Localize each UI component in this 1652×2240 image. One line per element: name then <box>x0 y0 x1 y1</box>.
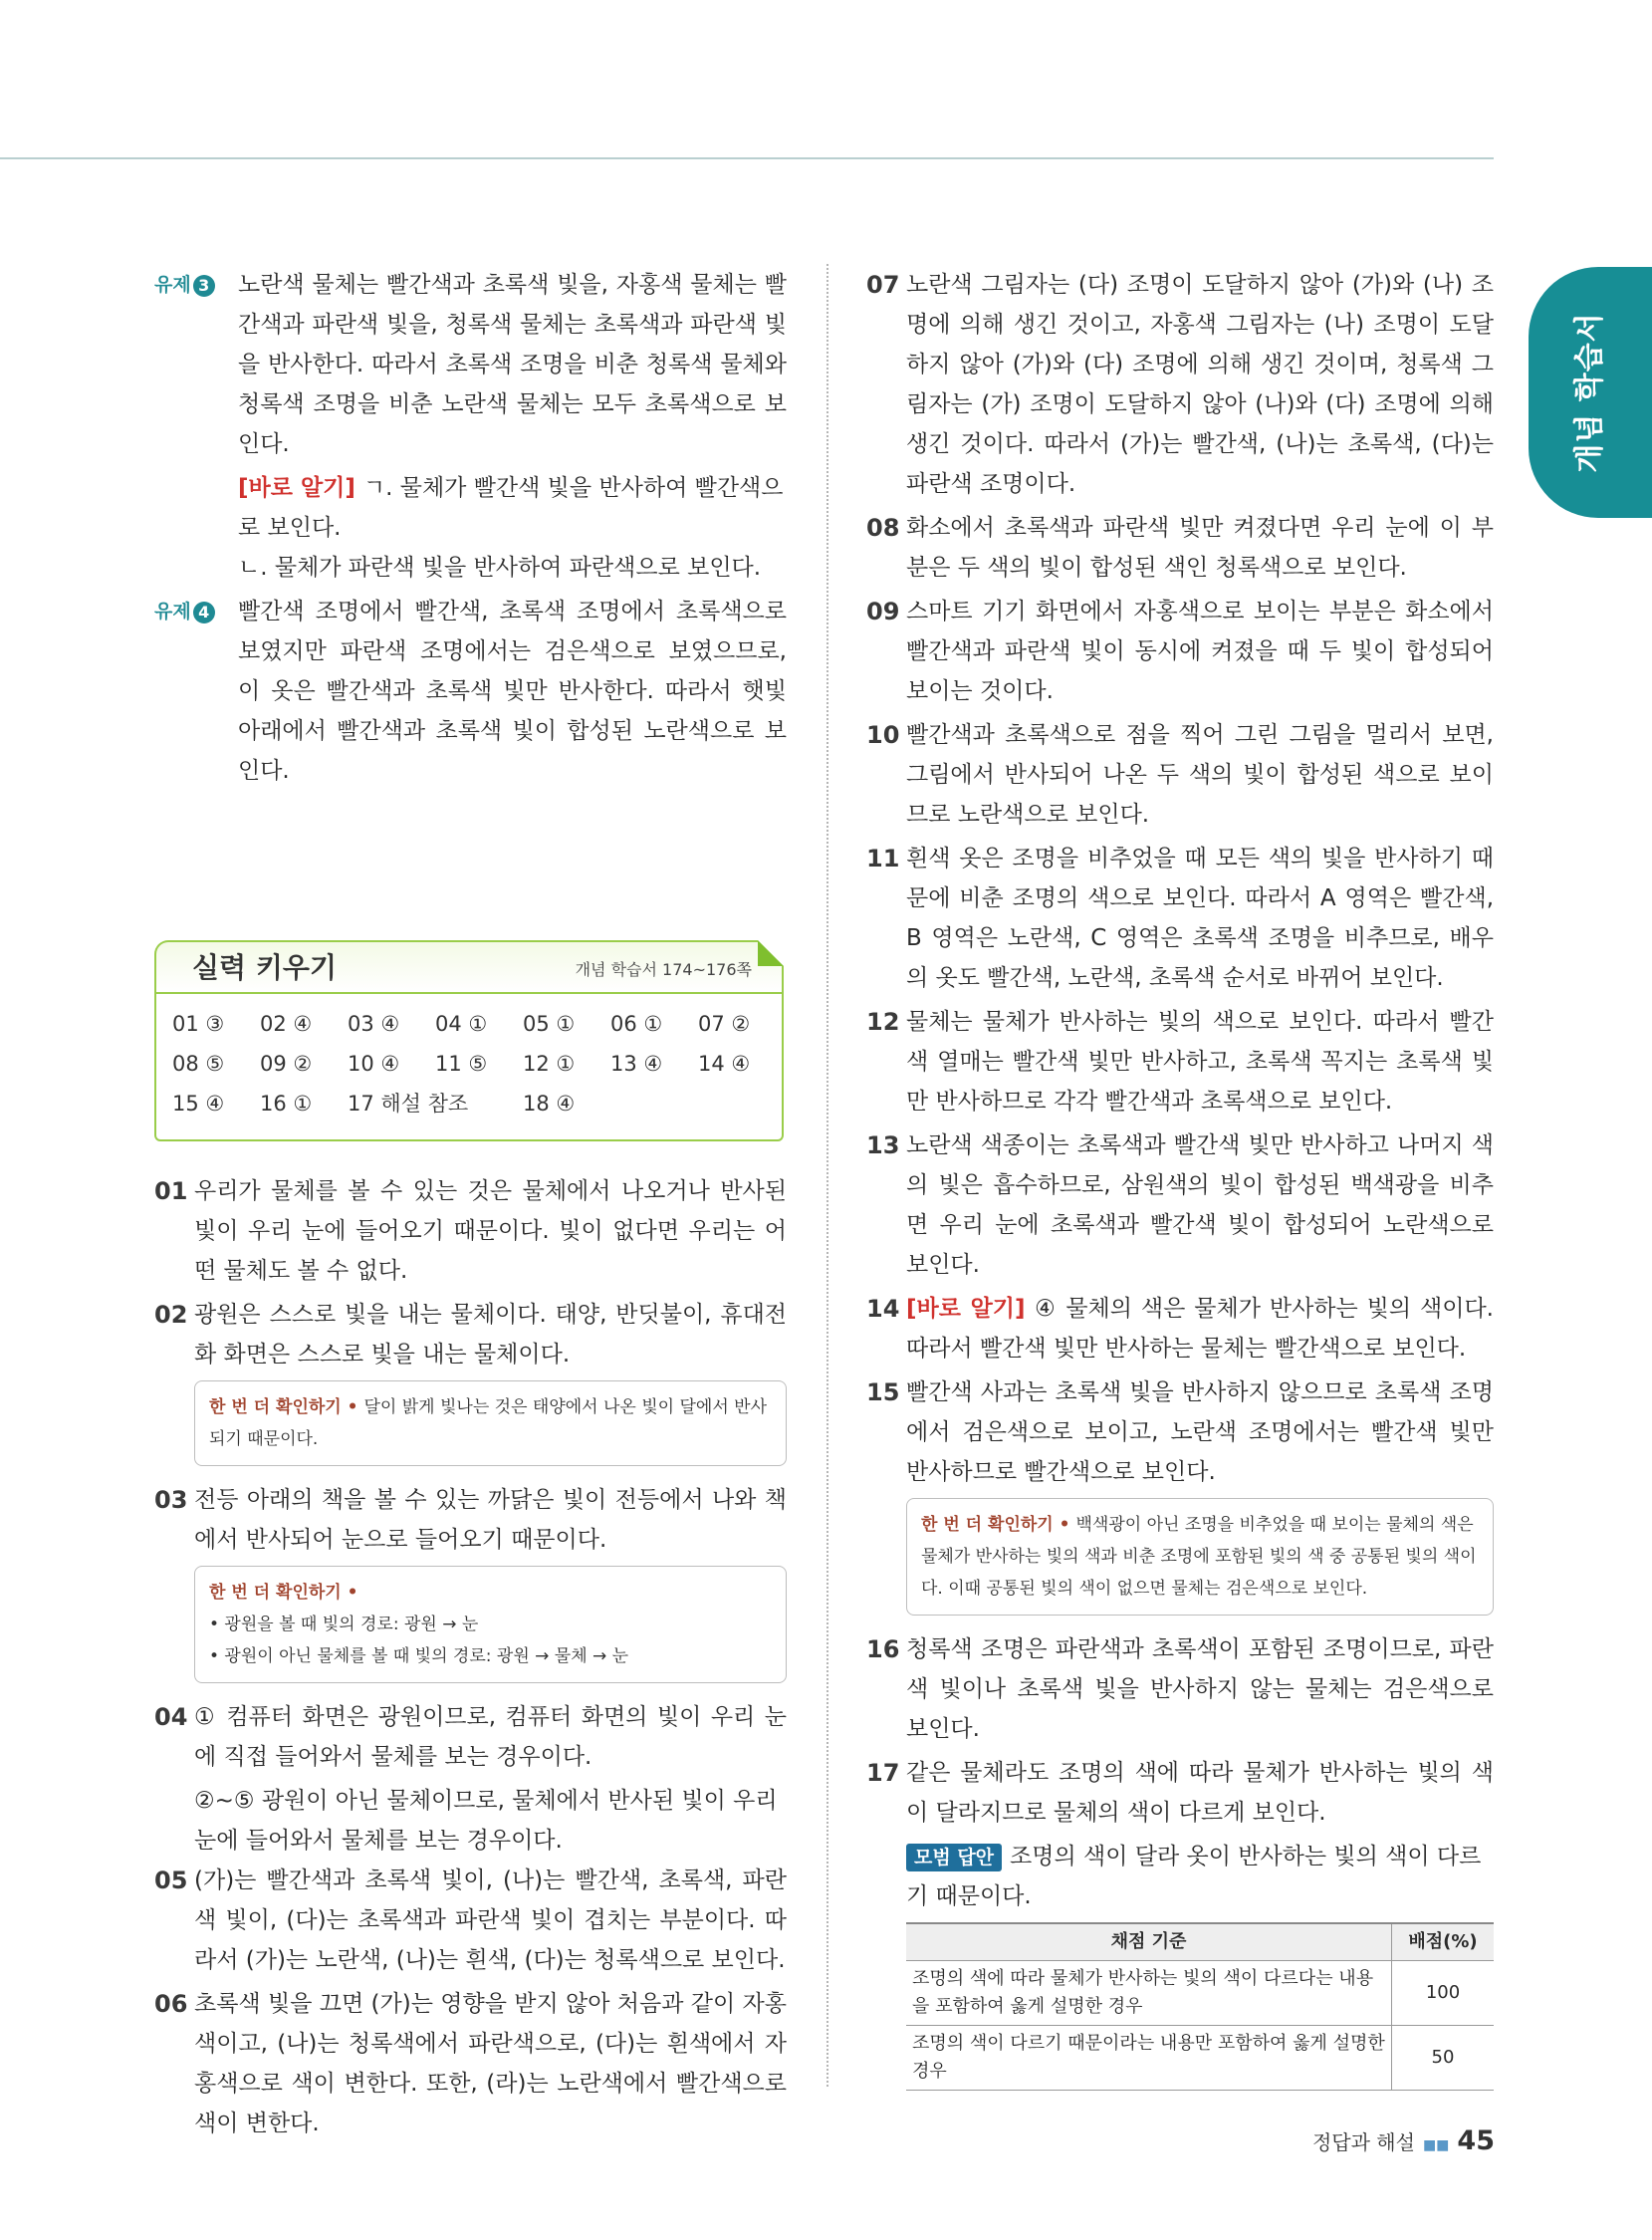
answer-cell: 14 ④ <box>698 1052 751 1076</box>
answer-cell: 08 ⑤ <box>172 1052 225 1076</box>
answer-cell: 09 ② <box>260 1052 313 1076</box>
item-10: 10 빨간색과 초록색으로 점을 찍어 그린 그림을 멀리서 보면, 그림에서 반사되어 나온 두 색의 빛이 합성된 색으로 보이므로 노란색으로 보인다. <box>866 721 1494 828</box>
item-03: 03 전등 아래의 책을 볼 수 있는 까닭은 빛이 전등에서 나와 책에서 반사되어 눈으로 들어오기 때문이다. <box>154 1486 787 1553</box>
answer-cell <box>698 1084 786 1123</box>
answer-cell: 05 ① <box>523 1012 576 1036</box>
footer-label: 정답과 해설 <box>1311 2130 1415 2154</box>
item-13: 13 노란색 색종이는 초록색과 빨간색 빛만 반사하고 나머지 색의 빛은 흡수하므로, 삼원색의 빛이 합성된 백색광을 비추면 우리 눈에 초록색과 빨간색 빛이 합성되어 노란색으로 보인다. <box>866 1131 1494 1278</box>
yuje-3-check2: ㄴ. 물체가 파란색 빛을 반사하여 파란색으로 보인다. <box>238 555 762 581</box>
yuje-3-label: 유제 3 <box>154 265 215 305</box>
item-04: 04 ① 컴퓨터 화면은 광원이므로, 컴퓨터 화면의 빛이 우리 눈에 직접 들어와서 물체를 보는 경우이다. <box>154 1703 787 1770</box>
answer-cell: 07 ② <box>698 1012 751 1036</box>
table-row: 조명의 색에 따라 물체가 반사하는 빛의 색이 다르다는 내용을 포함하여 옳게 설명한 경우 100 <box>906 1961 1494 2026</box>
item-08: 08 화소에서 초록색과 파란색 빛만 켜졌다면 우리 눈에 이 부분은 두 색의 빛이 합성된 색인 청록색으로 보인다. <box>866 514 1494 581</box>
yuje-3-check1: [바로 알기] ㄱ. 물체가 빨간색 빛을 반사하여 빨간색으로 보인다. <box>238 475 784 541</box>
note-box-3: 한 번 더 확인하기 • 백색광이 아닌 조명을 비추었을 때 보이는 물체의 색은 물체가 반사하는 빛의 색과 비춘 조명에 포함된 빛의 색 중 공통된 빛의 색이다. 이때 공통된 빛의 색이 없으면 물체는 검은색으로 보인다. <box>906 1498 1494 1616</box>
item-06: 06 초록색 빛을 끄면 (가)는 영향을 받지 않아 처음과 같이 자홍색이고, (나)는 청록색에서 파란색으로, (다)는 흰색에서 자홍색으로 색이 변한다. 또한, (라)는 노란색에서 빨간색으로 색이 변한다. <box>154 1990 787 2136</box>
answer-cell: 15 ④ <box>172 1092 225 1116</box>
yuje-3-text: 노란색 물체는 빨간색과 초록색 빛을, 자홍색 물체는 빨간색과 파란색 빛을, 청록색 물체는 초록색과 파란색 빛을 반사한다. 따라서 초록색 조명을 비춘 청록색 물체와 청록색 조명을 비춘 노란색 물체는 모두 초록색으로 보인다. <box>238 272 787 457</box>
item-11: 11 흰색 옷은 조명을 비추었을 때 모든 색의 빛을 반사하기 때문에 비춘 조명의 색으로 보인다. 따라서 A 영역은 빨간색, B 영역은 노란색, C 영역은 초록색 조명을 비추므로, 배우의 옷도 빨간색, 노란색, 초록색 순서로 바뀌어 보인다. <box>866 845 1494 991</box>
skill-panel-title: 실력 키우기 <box>192 951 337 984</box>
item-14: 14 [바로 알기] ④ 물체의 색은 물체가 반사하는 빛의 색이다. 따라서 빨간색 빛만 반사하는 물체는 빨간색으로 보인다. <box>866 1295 1494 1362</box>
answer-cell: 18 ④ <box>523 1092 576 1116</box>
note-box-1: 한 번 더 확인하기 • 달이 밝게 빛나는 것은 태양에서 나온 빛이 달에서 반사되기 때문이다. <box>194 1380 787 1466</box>
yuje-4-label: 유제 4 <box>154 592 215 631</box>
corner-fold <box>758 940 784 966</box>
side-tab-label: 개념 학습서 <box>1572 312 1607 473</box>
score-header-points: 배점(%) <box>1392 1923 1495 1961</box>
answer-cell <box>610 1084 698 1123</box>
item-09: 09 스마트 기기 화면에서 자홍색으로 보이는 부분은 화소에서 빨간색과 파란색 빛이 동시에 켜졌을 때 두 빛이 합성되어 보이는 것이다. <box>866 598 1494 704</box>
model-answer: 모범 답안 조명의 색이 달라 옷이 반사하는 빛의 색이 다르기 때문이다. <box>906 1844 1482 1909</box>
answer-cell: 02 ④ <box>260 1012 313 1036</box>
skill-panel-ref: 개념 학습서 174~176쪽 <box>575 960 752 979</box>
answer-cell: 04 ① <box>435 1012 488 1036</box>
answer-grid <box>154 992 784 1141</box>
yuje-4-text: 빨간색 조명에서 빨간색, 초록색 조명에서 초록색으로 보였지만 파란색 조명에서는 검은색으로 보였으므로, 이 옷은 빨간색과 초록색 빛만 반사한다. 따라서 햇빛 아래에서 빨간색과 초록색 빛이 합성된 노란색으로 보인다. <box>238 599 787 784</box>
right-column <box>866 265 1494 2091</box>
answer-cell: 12 ① <box>523 1052 576 1076</box>
score-table <box>906 1922 1494 2091</box>
skill-panel-header <box>154 940 784 992</box>
side-tab <box>1529 267 1652 518</box>
page-footer <box>1312 2121 1495 2165</box>
column-divider <box>826 264 828 2087</box>
check-tag: [바로 알기] <box>238 475 355 501</box>
answer-cell: 17 해설 참조 <box>348 1092 469 1116</box>
item-02: 02 광원은 스스로 빛을 내는 물체이다. 태양, 반딧불이, 휴대전화 화면은 스스로 빛을 내는 물체이다. <box>154 1301 787 1368</box>
item-04-continued: ②~⑤ 광원이 아닌 물체이므로, 물체에서 반사된 빛이 우리 눈에 들어와서 물체를 보는 경우이다. <box>194 1788 778 1854</box>
answer-cell: 10 ④ <box>348 1052 400 1076</box>
yuje-4 <box>154 592 787 791</box>
page-number: 45 <box>1457 2125 1495 2156</box>
item-16: 16 청록색 조명은 파란색과 초록색이 포함된 조명이므로, 파란색 빛이나 초록색 빛을 반사하지 않는 물체는 검은색으로 보인다. <box>866 1635 1494 1742</box>
item-05: 05 (가)는 빨간색과 초록색 빛이, (나)는 빨간색, 초록색, 파란색 빛이, (다)는 초록색과 파란색 빛이 겹치는 부분이다. 따라서 (가)는 노란색, (나)는 흰색, (다)는 청록색으로 보인다. <box>154 1867 787 1973</box>
answer-cell: 03 ④ <box>348 1012 400 1036</box>
answer-cell: 13 ④ <box>610 1052 663 1076</box>
yuje-3 <box>154 265 787 464</box>
note-box-2: 한 번 더 확인하기 • • 광원을 볼 때 빛의 경로: 광원 → 눈 • 광원이 아닌 물체를 볼 때 빛의 경로: 광원 → 물체 → 눈 <box>194 1566 787 1683</box>
top-rule <box>0 157 1494 159</box>
answer-cell: 06 ① <box>610 1012 663 1036</box>
score-header-criterion: 채점 기준 <box>906 1923 1392 1961</box>
item-01: 01 우리가 물체를 볼 수 있는 것은 물체에서 나오거나 반사된 빛이 우리 눈에 들어오기 때문이다. 빛이 없다면 우리는 어떤 물체도 볼 수 없다. <box>154 1177 787 1284</box>
answer-cell: 16 ① <box>260 1092 313 1116</box>
item-07: 07 노란색 그림자는 (다) 조명이 도달하지 않아 (가)와 (나) 조명에 의해 생긴 것이고, 자홍색 그림자는 (나) 조명이 도달하지 않아 (가)와 (다) 조명에 의해 생긴 것이며, 청록색 그림자는 (가) 조명이 도달하지 않아 (나)와 (다) 조명에 의해 생긴 것이다. 따라서 (가)는 빨간색, (나)는 초록색, (다)는 파란색 조명이다. <box>866 271 1494 497</box>
table-row: 조명의 색이 다르기 때문이라는 내용만 포함하여 옳게 설명한 경우 50 <box>906 2026 1494 2091</box>
item-12: 12 물체는 물체가 반사하는 빛의 색으로 보인다. 따라서 빨간색 열매는 빨간색 빛만 반사하고, 초록색 꼭지는 초록색 빛만 반사하므로 각각 빨간색과 초록색으로 보인다. <box>866 1008 1494 1115</box>
answer-cell: 01 ③ <box>172 1012 225 1036</box>
skill-panel <box>154 940 784 1141</box>
answer-cell <box>435 1084 523 1123</box>
check-tag: [바로 알기] <box>906 1296 1026 1322</box>
left-column <box>154 265 787 2147</box>
model-answer-tag: 모범 답안 <box>906 1844 1002 1871</box>
square-bullets-icon: ■■ <box>1422 2137 1450 2153</box>
answer-cell: 11 ⑤ <box>435 1052 488 1076</box>
item-17: 17 같은 물체라도 조명의 색에 따라 물체가 반사하는 빛의 색이 달라지므로 물체의 색이 다르게 보인다. <box>866 1759 1494 1826</box>
item-15: 15 빨간색 사과는 초록색 빛을 반사하지 않으므로 초록색 조명에서 검은색으로 보이고, 노란색 조명에서는 빨간색 빛만 반사하므로 빨간색으로 보인다. <box>866 1378 1494 1485</box>
